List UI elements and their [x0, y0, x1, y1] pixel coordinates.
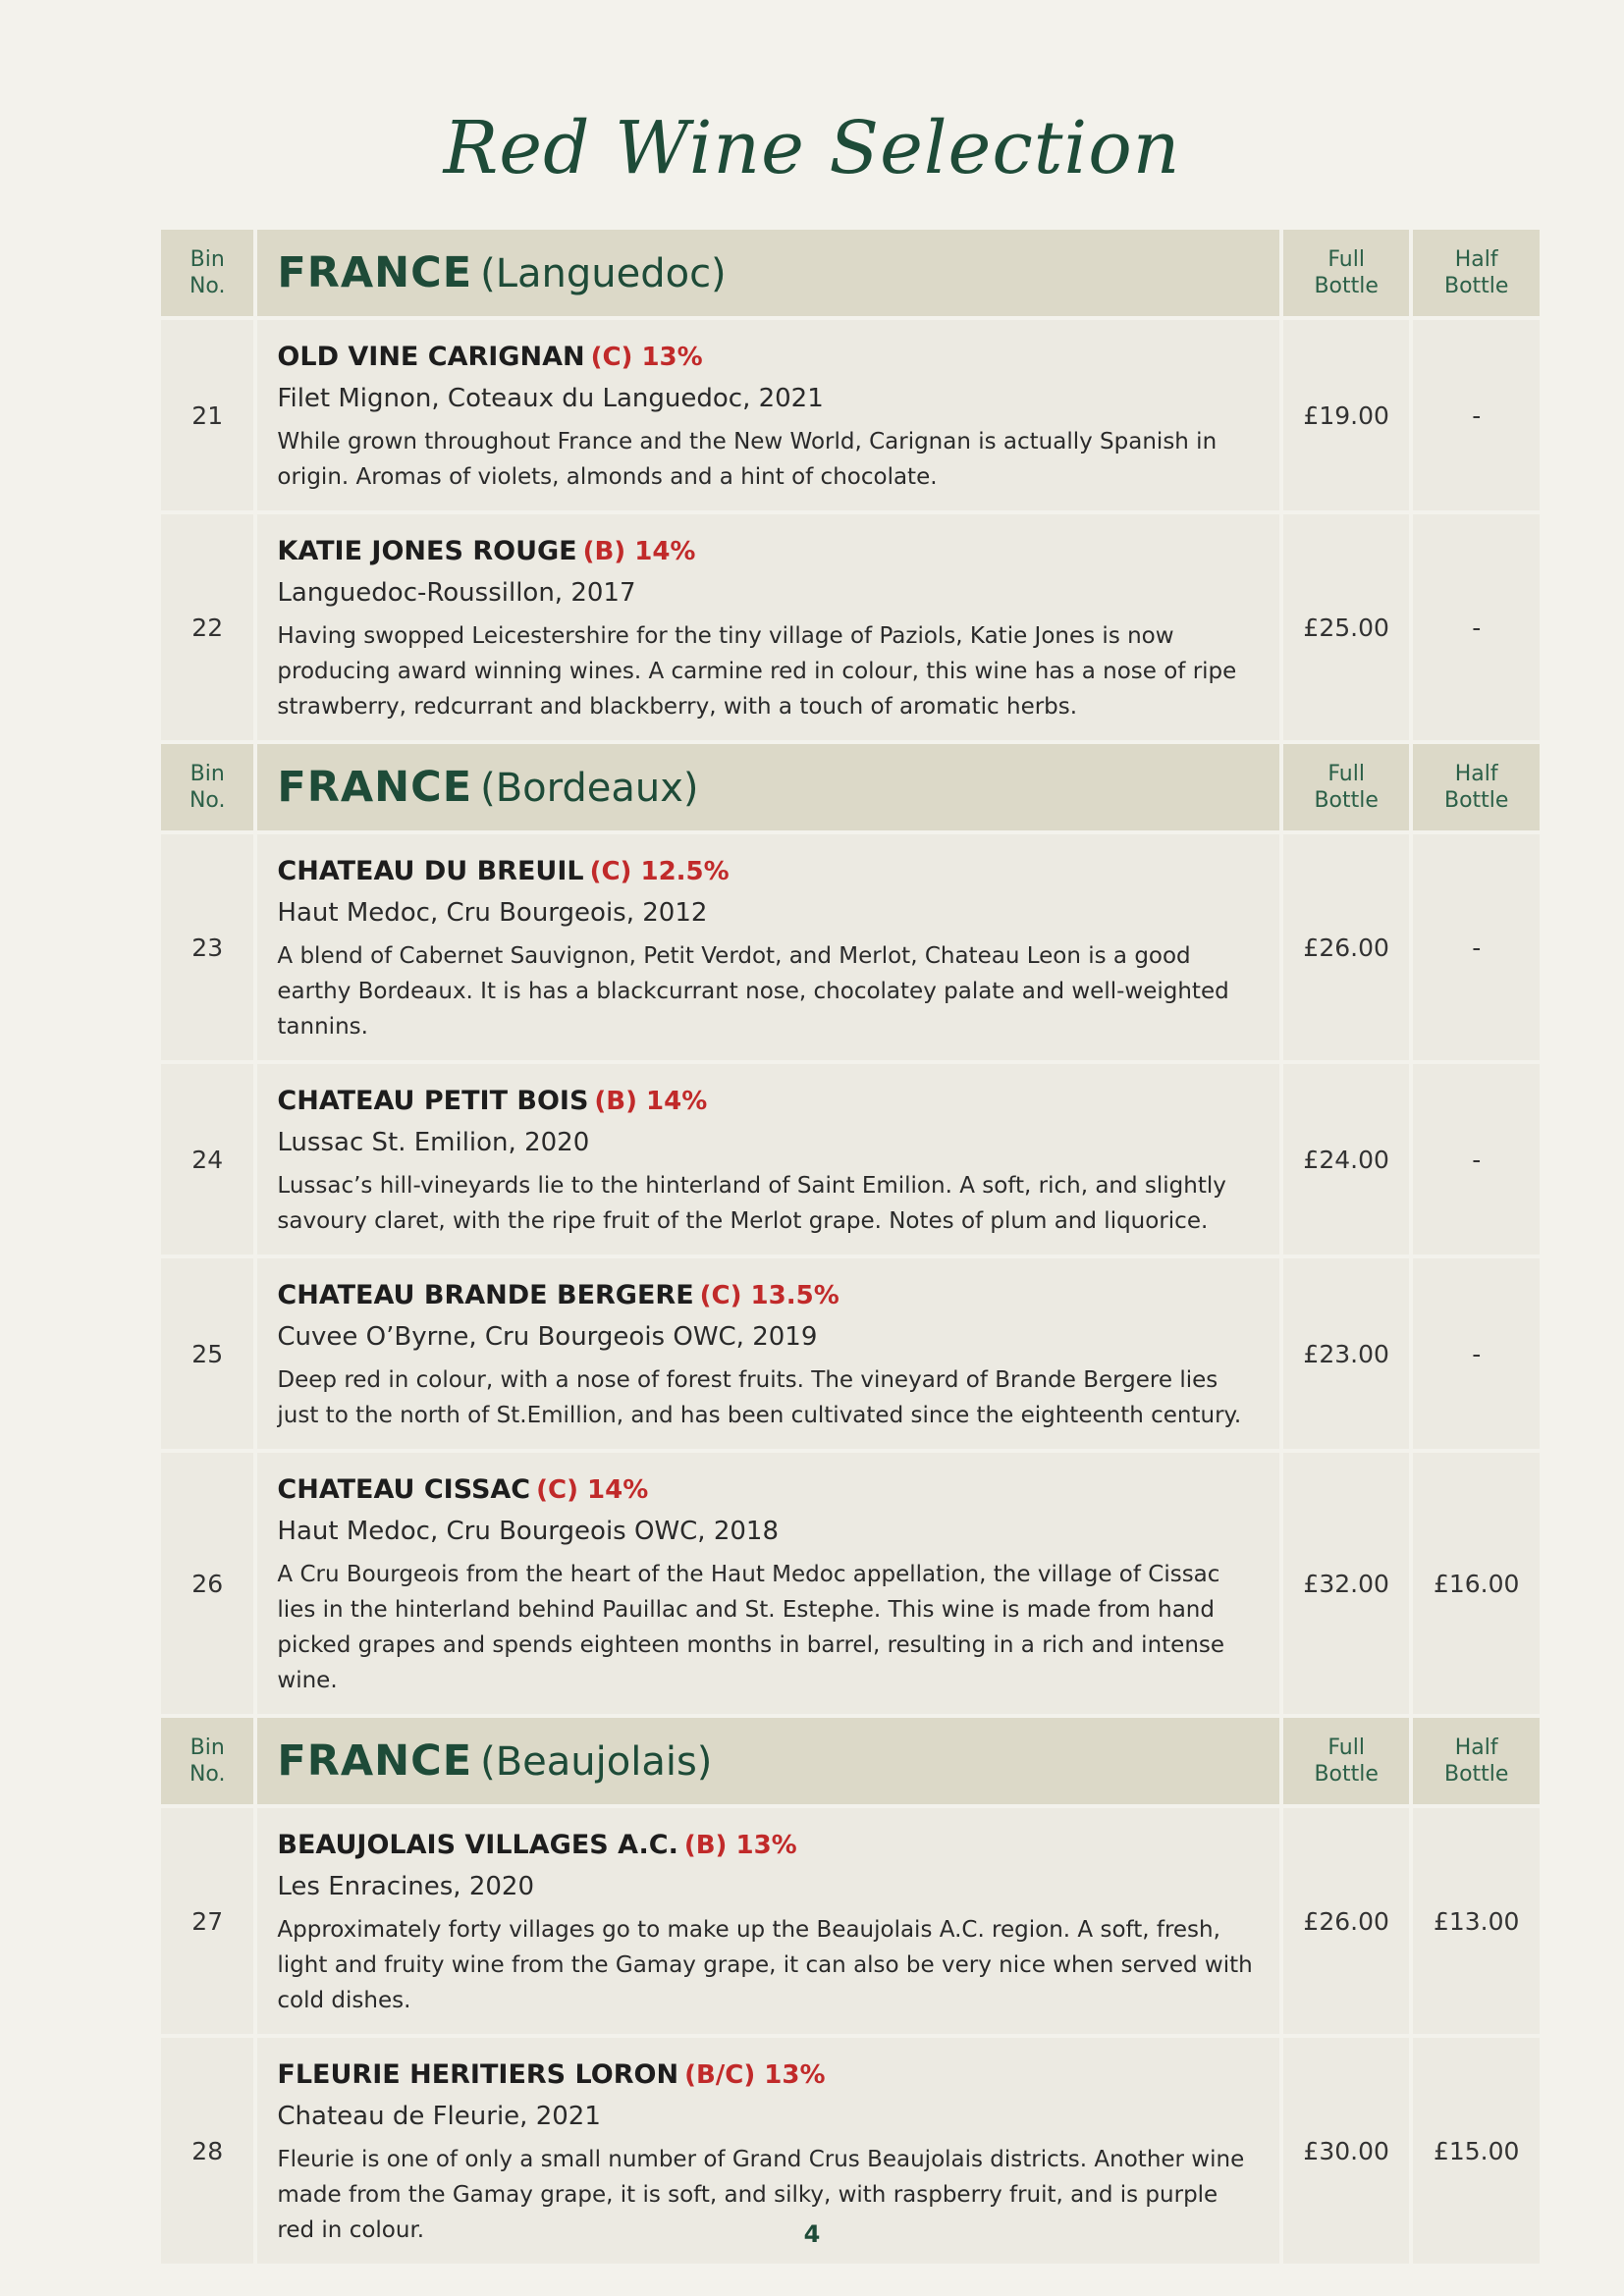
wine-description: Deep red in colour, with a nose of forest fruits. The vineyard of Brande Bergere lies just to the north of St.Emillion, and has been cultivated since the eighteenth century.: [277, 1367, 1242, 1428]
half-bottle-header: [1413, 1718, 1540, 1804]
region-name: (Beaujolais): [480, 1739, 713, 1785]
wine-rating-abv: (B) 14%: [594, 1087, 708, 1116]
region-header: [257, 1718, 1278, 1804]
wine-rating-abv: (B) 13%: [683, 1831, 797, 1860]
region-header: [257, 744, 1278, 830]
full-bottle-price: £19.00: [1283, 320, 1410, 510]
full-bottle-price: £24.00: [1283, 1064, 1410, 1255]
wine-rating-abv: (B/C) 13%: [684, 2060, 826, 2090]
page-title: Red Wine Selection: [443, 106, 1181, 190]
half-header-line1: Half: [1454, 247, 1498, 272]
bin-number: 28: [161, 2038, 253, 2264]
full-bottle-price: £30.00: [1283, 2038, 1410, 2264]
bin-header-line1: Bin: [189, 762, 225, 786]
bin-header-line2: No.: [189, 788, 226, 813]
wine-details: [257, 514, 1278, 740]
wine-row: [161, 1258, 1540, 1449]
full-header-line1: Full: [1327, 1735, 1365, 1760]
section-header-languedoc: [161, 230, 1540, 316]
wine-details: [257, 1453, 1278, 1714]
wine-name: CHATEAU DU BREUIL: [277, 856, 584, 886]
wine-description: A Cru Bourgeois from the heart of the Haut Medoc appellation, the village of Cissac lies in the hinterland behind Pauillac and St. Estephe. This wine is made from hand picked grapes and spends eighteen months in barrel, resulting in a rich and intense wine.: [277, 1562, 1225, 1693]
wine-details: [257, 834, 1278, 1060]
half-bottle-header: [1413, 230, 1540, 316]
region-header: [257, 230, 1278, 316]
wine-rating-abv: (C) 13%: [590, 343, 703, 372]
half-bottle-price: £15.00: [1413, 2038, 1540, 2264]
wine-description: Approximately forty villages go to make up the Beaujolais A.C. region. A soft, fresh, light and fruity wine from the Gamay grape, it can also be very nice when served with cold dishes.: [277, 1917, 1253, 2013]
bin-header-line1: Bin: [189, 1735, 225, 1760]
half-header-line2: Bottle: [1443, 788, 1509, 813]
wine-name: CHATEAU PETIT BOIS: [277, 1086, 589, 1116]
half-bottle-price: -: [1413, 834, 1540, 1060]
wine-details: [257, 1064, 1278, 1255]
wine-origin: Chateau de Fleurie, 2021: [277, 2102, 601, 2131]
wine-origin: Les Enracines, 2020: [277, 1872, 535, 1901]
wine-description: While grown throughout France and the New World, Carignan is actually Spanish in origin. Aromas of violets, almonds and a hint of chocolate.: [277, 429, 1218, 490]
bin-number: 25: [161, 1258, 253, 1449]
bin-header-line1: Bin: [189, 247, 225, 272]
wine-description: Lussac’s hill-vineyards lie to the hinterland of Saint Emilion. A soft, rich, and slightly savoury claret, with the ripe fruit of the Merlot grape. Notes of plum and liquorice.: [277, 1173, 1226, 1234]
full-bottle-price: £25.00: [1283, 514, 1410, 740]
bin-number: 24: [161, 1064, 253, 1255]
bin-header: [161, 1718, 253, 1804]
wine-rating-abv: (B) 14%: [582, 537, 696, 566]
wine-rating-abv: (C) 12.5%: [589, 857, 730, 886]
wine-origin: Cuvee O’Byrne, Cru Bourgeois OWC, 2019: [277, 1322, 818, 1352]
bin-number: 23: [161, 834, 253, 1060]
wine-origin: Filet Mignon, Coteaux du Languedoc, 2021: [277, 384, 824, 413]
half-bottle-price: £13.00: [1413, 1808, 1540, 2034]
full-header-line2: Bottle: [1314, 788, 1379, 813]
wine-description: Having swopped Leicestershire for the tiny village of Paziols, Katie Jones is now producing award winning wines. A carmine red in colour, this wine has a nose of ripe strawberry, redcurrant and blackberry, with a touch of aromatic herbs.: [277, 623, 1237, 720]
half-bottle-header: [1413, 744, 1540, 830]
bin-header: [161, 744, 253, 830]
half-header-line1: Half: [1454, 1735, 1498, 1760]
half-bottle-price: £16.00: [1413, 1453, 1540, 1714]
wine-row: [161, 1808, 1540, 2034]
country-name: FRANCE: [277, 1736, 473, 1786]
full-bottle-price: £32.00: [1283, 1453, 1410, 1714]
half-header-line2: Bottle: [1443, 1762, 1509, 1787]
wine-row: [161, 514, 1540, 740]
full-bottle-price: £26.00: [1283, 1808, 1410, 2034]
wine-rating-abv: (C) 14%: [536, 1475, 649, 1505]
section-header-bordeaux: [161, 744, 1540, 830]
wine-name: FLEURIE HERITIERS LORON: [277, 2059, 679, 2090]
bin-number: 21: [161, 320, 253, 510]
full-header-line2: Bottle: [1314, 1762, 1379, 1787]
section-header-beaujolais: [161, 1718, 1540, 1804]
bin-header-line2: No.: [189, 1762, 226, 1787]
wine-rating-abv: (C) 13.5%: [699, 1281, 839, 1310]
country-name: FRANCE: [277, 248, 473, 297]
full-bottle-price: £26.00: [1283, 834, 1410, 1060]
wine-name: CHATEAU CISSAC: [277, 1474, 531, 1505]
wine-row: [161, 1453, 1540, 1714]
full-bottle-price: £23.00: [1283, 1258, 1410, 1449]
wine-origin: Lussac St. Emilion, 2020: [277, 1128, 590, 1157]
bin-number: 27: [161, 1808, 253, 2034]
bin-header-line2: No.: [189, 274, 226, 298]
wine-row: [161, 1064, 1540, 1255]
full-header-line1: Full: [1327, 247, 1365, 272]
wine-row: [161, 834, 1540, 1060]
wine-name: KATIE JONES ROUGE: [277, 536, 577, 566]
wine-name: CHATEAU BRANDE BERGERE: [277, 1280, 694, 1310]
region-name: (Languedoc): [480, 251, 727, 296]
country-name: FRANCE: [277, 763, 473, 812]
full-bottle-header: [1283, 744, 1410, 830]
wine-origin: Haut Medoc, Cru Bourgeois, 2012: [277, 898, 708, 928]
page-number: 4: [803, 2220, 821, 2248]
wine-name: BEAUJOLAIS VILLAGES A.C.: [277, 1830, 678, 1860]
wine-name: OLD VINE CARIGNAN: [277, 342, 585, 372]
wine-row: [161, 320, 1540, 510]
wine-origin: Languedoc-Roussillon, 2017: [277, 578, 636, 608]
half-header-line2: Bottle: [1443, 274, 1509, 298]
half-header-line1: Half: [1454, 762, 1498, 786]
wine-description: A blend of Cabernet Sauvignon, Petit Verdot, and Merlot, Chateau Leon is a good earthy Bordeaux. It is has a blackcurrant nose, chocolatey palate and well-weighted tannins.: [277, 943, 1229, 1040]
wine-details: [257, 320, 1278, 510]
bin-number: 26: [161, 1453, 253, 1714]
bin-number: 22: [161, 514, 253, 740]
wine-origin: Haut Medoc, Cru Bourgeois OWC, 2018: [277, 1517, 779, 1546]
half-bottle-price: -: [1413, 1064, 1540, 1255]
wine-description: Fleurie is one of only a small number of Grand Crus Beaujolais districts. Another wine made from the Gamay grape, it is soft, and silky, with raspberry fruit, and is purple red in colour.: [277, 2147, 1245, 2243]
wine-list-table: [157, 226, 1543, 2268]
region-name: (Bordeaux): [480, 766, 699, 811]
full-bottle-header: [1283, 1718, 1410, 1804]
half-bottle-price: -: [1413, 320, 1540, 510]
full-header-line1: Full: [1327, 762, 1365, 786]
full-bottle-header: [1283, 230, 1410, 316]
full-header-line2: Bottle: [1314, 274, 1379, 298]
half-bottle-price: -: [1413, 1258, 1540, 1449]
wine-details: [257, 1808, 1278, 2034]
wine-details: [257, 1258, 1278, 1449]
half-bottle-price: -: [1413, 514, 1540, 740]
bin-header: [161, 230, 253, 316]
